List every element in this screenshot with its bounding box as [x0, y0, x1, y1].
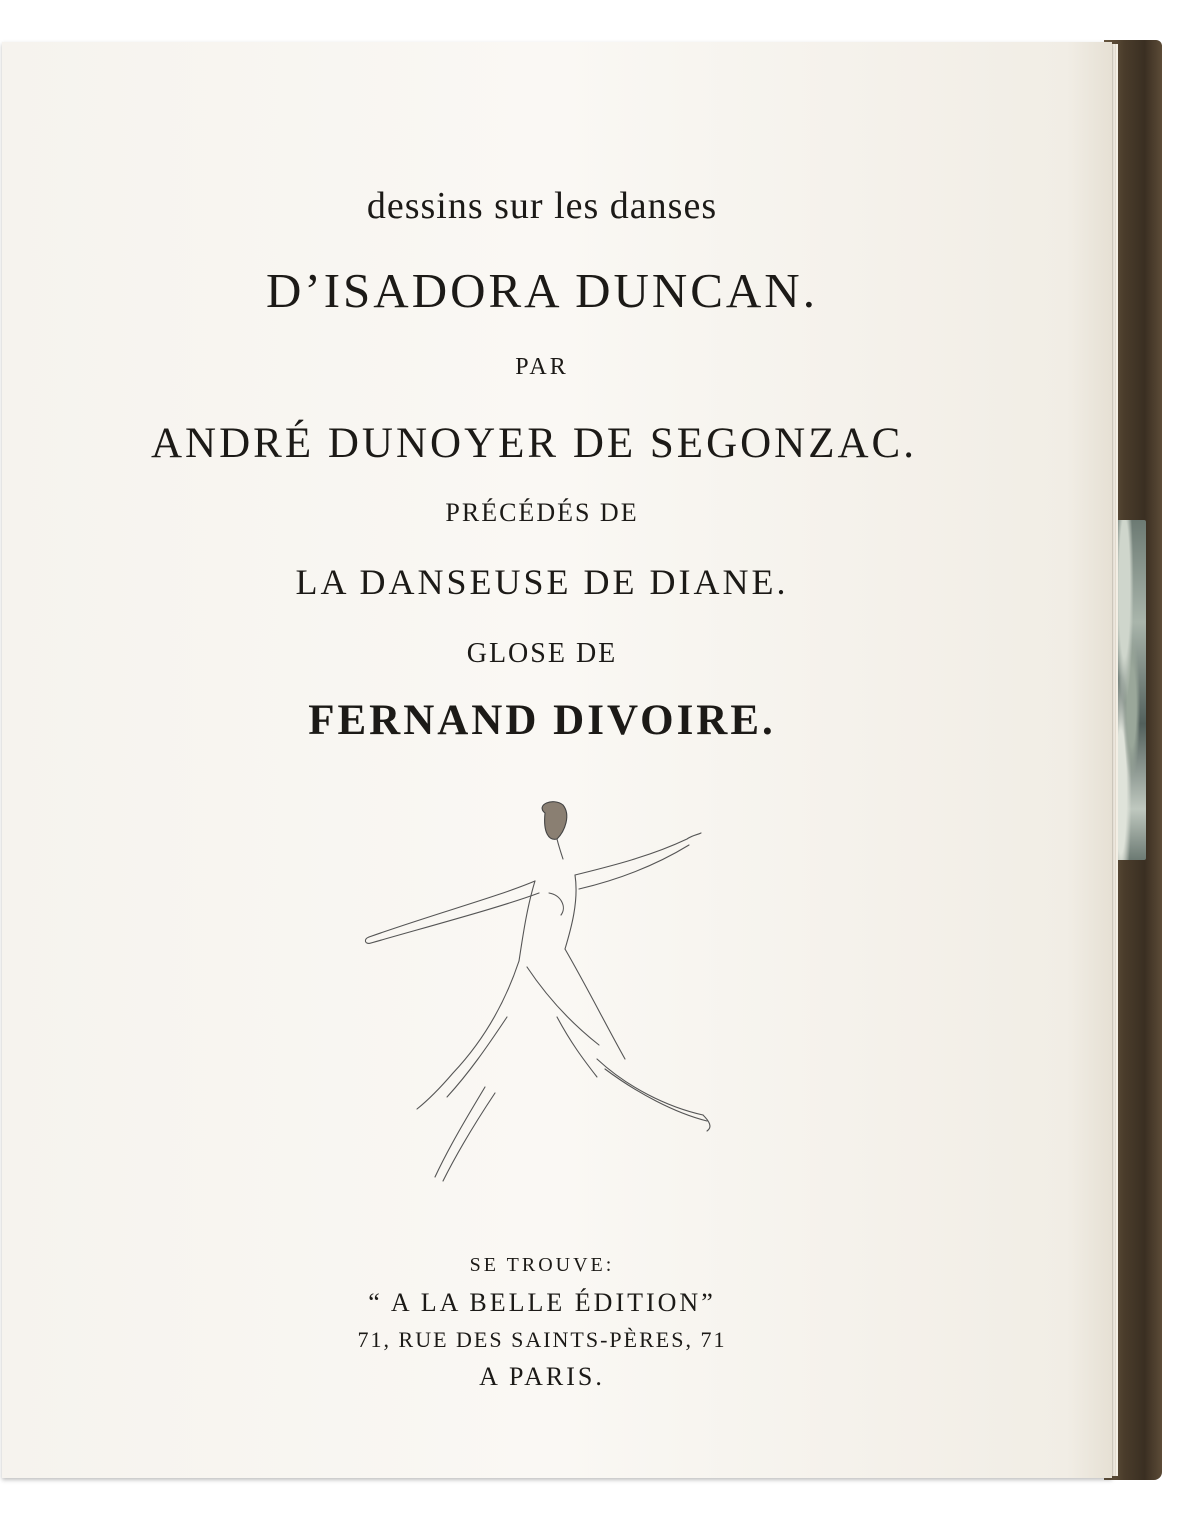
- preceded-label: PRÉCÉDÉS DE: [445, 498, 639, 527]
- subtitle: dessins sur les danses: [366, 185, 718, 227]
- by-label: PAR: [515, 354, 569, 380]
- subject-title: D’ISADORA DUNCAN.: [266, 263, 818, 318]
- author-name: FERNAND DIVOIRE.: [308, 697, 776, 744]
- imprint-shop: “ A LA BELLE ÉDITION”: [368, 1288, 716, 1317]
- artist-name: ANDRÉ DUNOYER DE SEGONZAC.: [151, 420, 917, 467]
- dancer-illustration: [357, 797, 737, 1197]
- imprint-city: A PARIS.: [479, 1362, 605, 1391]
- imprint-available: SE TROUVE:: [469, 1254, 615, 1276]
- gloss-label: GLOSE DE: [466, 638, 618, 669]
- work-title: LA DANSEUSE DE DIANE.: [295, 562, 789, 602]
- title-page: [2, 42, 1112, 1478]
- imprint-address: 71, RUE DES SAINTS-PÈRES, 71: [357, 1327, 727, 1352]
